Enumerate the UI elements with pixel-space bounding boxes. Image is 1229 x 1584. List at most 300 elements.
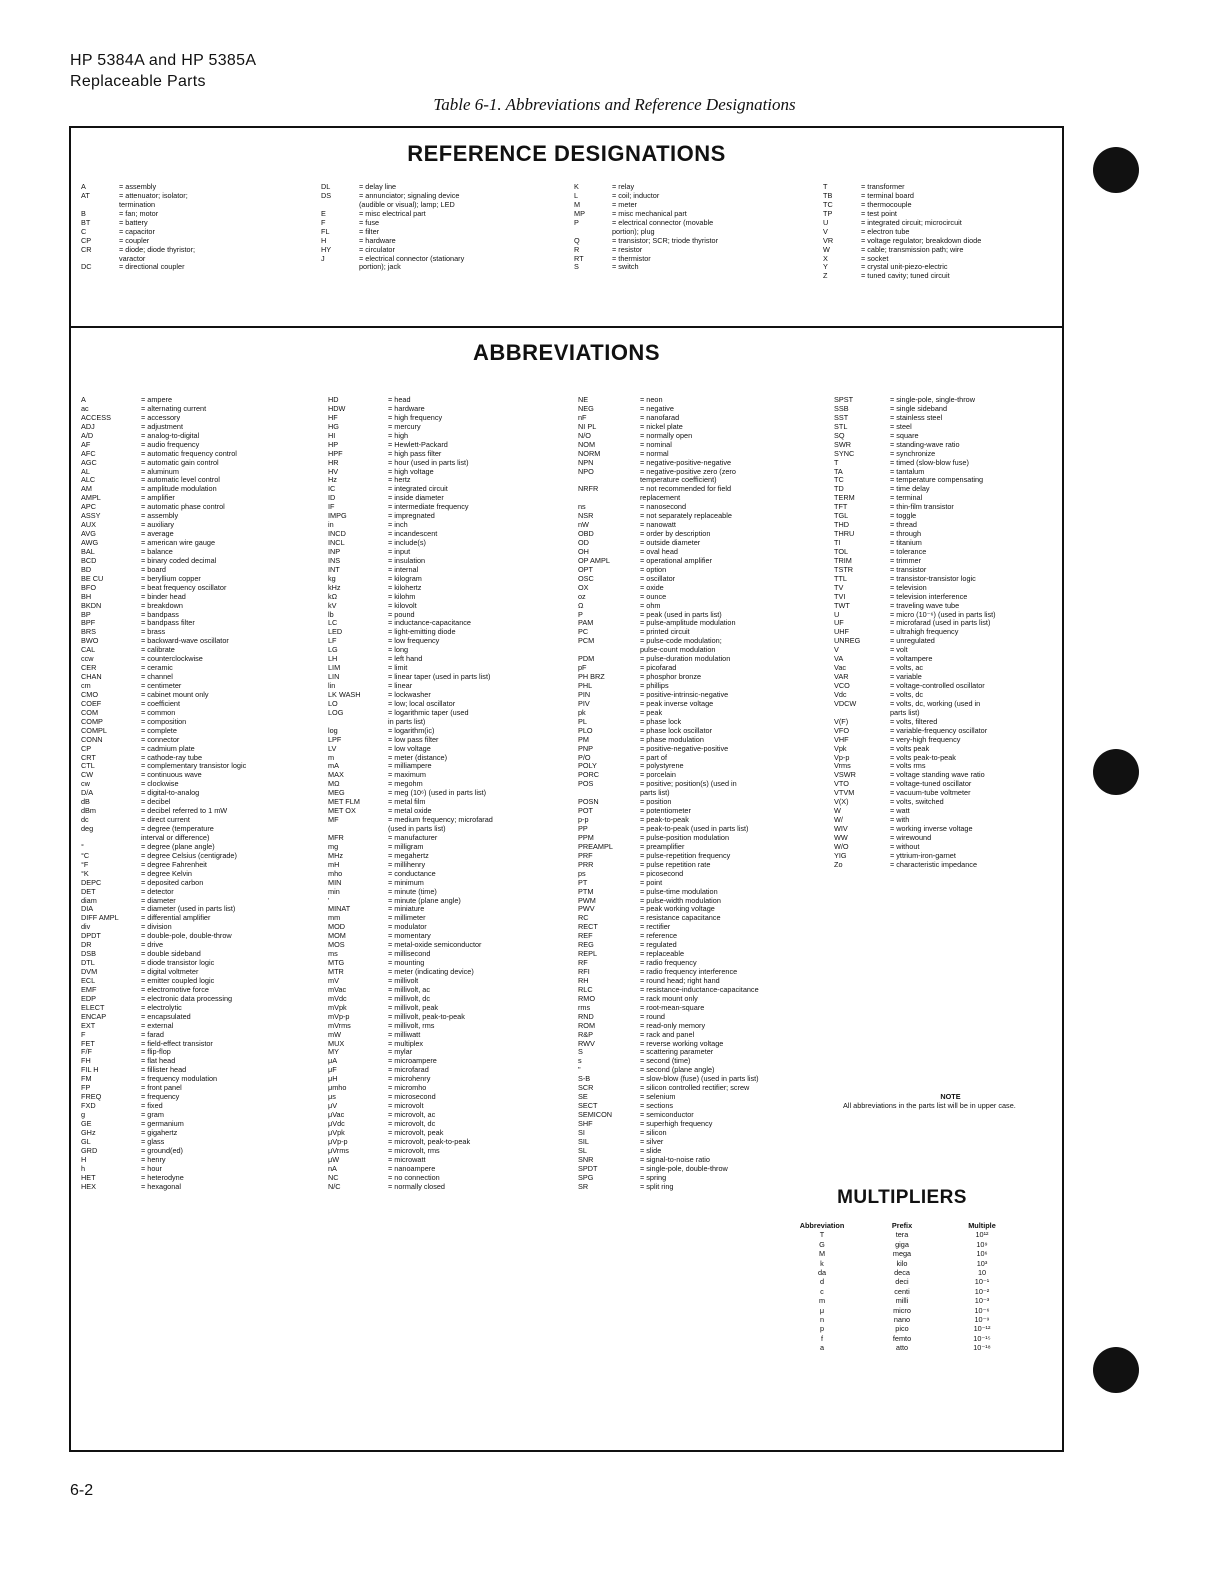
binder-hole (1093, 147, 1139, 193)
entry-row (81, 1138, 313, 1147)
entry-row (578, 941, 828, 950)
entry-code: ROM (578, 1021, 596, 1030)
entry-description: = incandescent (388, 530, 438, 539)
entry-description: = peak working voltage (640, 905, 715, 914)
entry-description: = fan; motor (119, 209, 159, 218)
entry-code: PORC (578, 771, 600, 780)
entry-code: LED (328, 628, 343, 637)
multipliers-row (782, 1306, 1022, 1315)
entry-row (574, 228, 814, 237)
entry-row (328, 575, 562, 584)
entry-row (328, 441, 562, 450)
entry-row (823, 192, 1058, 201)
entry-row (81, 441, 313, 450)
multipliers-cell: 10⁹ (976, 1239, 988, 1249)
entry-description: = average (141, 530, 174, 539)
entry-code: TVI (834, 592, 846, 601)
entry-row (81, 476, 313, 485)
entry-row (578, 512, 828, 521)
entry-row (578, 611, 828, 620)
entry-code: AUX (81, 521, 97, 530)
entry-description: = binary coded decimal (141, 556, 217, 565)
entry-description: = modulator (388, 923, 427, 932)
entry-row (578, 405, 828, 414)
entry-description: = light-emitting diode (388, 628, 456, 637)
entry-description: = synchronize (890, 449, 936, 458)
entry-description: = board (141, 565, 166, 574)
entry-code: log (328, 726, 338, 735)
entry-code: dc (81, 816, 89, 825)
entry-code: cw (81, 780, 90, 789)
entry-description: = mylar (388, 1048, 413, 1057)
entry-description: = left hand (388, 655, 423, 664)
multipliers-cell: 10³ (976, 1258, 988, 1268)
entry-description: = fillister head (141, 1066, 187, 1075)
entry-code: DL (321, 183, 331, 191)
entry-row (578, 682, 828, 691)
entry-description: = reverse working voltage (640, 1039, 724, 1048)
entry-description: = nanofarad (640, 413, 680, 422)
entry-description: = fixed (141, 1102, 163, 1111)
entry-description: = delay line (359, 183, 397, 191)
entry-description: = peak (640, 708, 663, 717)
entry-description: = composition (141, 717, 187, 726)
entry-row (834, 476, 1059, 485)
entry-code: PM (578, 735, 589, 744)
multipliers-cell: tera (895, 1230, 909, 1240)
entry-row (328, 405, 562, 414)
entry-description: = binder head (141, 592, 186, 601)
entry-row (321, 246, 561, 255)
entry-code (578, 646, 640, 655)
entry-code: LPF (328, 735, 342, 744)
entry-code: LH (328, 655, 338, 664)
entry-description: = root-mean-square (640, 1003, 705, 1012)
entry-code: ELECT (81, 1003, 105, 1012)
entry-description: = silver (640, 1137, 664, 1146)
entry-row (578, 798, 828, 807)
entry-code: V(X) (834, 798, 849, 807)
entry-code: THRU (834, 530, 855, 539)
multipliers-cell: k (820, 1258, 824, 1268)
entry-code: L (574, 191, 579, 200)
entry-description: = bandpass (141, 610, 179, 619)
entry-description: = negative-positive-negative (640, 458, 732, 467)
entry-code: DPDT (81, 932, 101, 941)
entry-code: kHz (328, 583, 341, 592)
entry-description: = position (640, 798, 672, 807)
entry-row (578, 780, 828, 789)
entry-description: = miniature (388, 905, 425, 914)
entry-row (81, 423, 313, 432)
entry-code: CONN (81, 735, 103, 744)
entry-code: MINAT (328, 905, 351, 914)
entry-row (81, 1040, 313, 1049)
entry-code: MFR (328, 833, 344, 842)
entry-description: = millivolt (388, 976, 419, 985)
entry-code: cm (81, 682, 91, 690)
entry-code: DET (81, 887, 96, 896)
entry-description: = selenium (640, 1093, 676, 1102)
entry-code: TC (823, 200, 833, 209)
entry-code: mho (328, 869, 343, 878)
entry-code: μs (328, 1093, 336, 1102)
entry-row (81, 709, 313, 718)
entry-row (81, 1084, 313, 1093)
entry-code: HG (328, 422, 339, 431)
entry-description: = balance (141, 547, 173, 556)
entry-description: = without (890, 842, 920, 851)
entry-row (81, 879, 313, 888)
multipliers-row (782, 1315, 1022, 1324)
entry-row (81, 512, 313, 521)
entry-row (578, 745, 828, 754)
entry-row (834, 468, 1059, 477)
entry-row (81, 414, 313, 423)
entry-row (578, 914, 828, 923)
entry-description: = channel (141, 673, 173, 682)
entry-row (834, 530, 1059, 539)
entry-row (834, 611, 1059, 620)
entry-row (578, 905, 828, 914)
entry-description: = backward-wave oscillator (141, 637, 229, 646)
entry-code: nW (578, 521, 589, 530)
entry-row (328, 682, 562, 691)
entry-description: = glass (141, 1137, 165, 1146)
entry-description: = hardware (388, 404, 425, 413)
entry-row (578, 646, 828, 655)
entry-description: = input (388, 547, 411, 556)
entry-row (81, 246, 309, 255)
entry-code: TERM (834, 494, 855, 503)
entry-description: = nanowatt (640, 521, 676, 530)
entry-description: = split ring (640, 1182, 674, 1191)
entry-row (834, 807, 1059, 816)
entry-description: = neon (640, 396, 663, 404)
entry-description: = volts peak (890, 744, 930, 753)
entry-description: = relay (612, 183, 635, 191)
entry-code: AF (81, 440, 91, 449)
entry-row (81, 255, 309, 264)
reference-designations-title: REFERENCE DESIGNATIONS (407, 141, 726, 166)
entry-row (81, 628, 313, 637)
entry-code: PDM (578, 655, 595, 664)
entry-row (834, 834, 1059, 843)
entry-code: BH (81, 592, 92, 601)
entry-description: = circulator (359, 245, 395, 254)
entry-row (578, 441, 828, 450)
entry-row (578, 718, 828, 727)
entry-code: deg (81, 825, 94, 833)
entry-description: = integrated circuit (388, 485, 448, 494)
entry-code: pk (578, 708, 586, 717)
entry-description: = cable; transmission path; wire (861, 245, 964, 254)
entry-code: DSB (81, 950, 97, 959)
entry-description: = maximum (388, 771, 426, 780)
entry-description: = germanium (141, 1119, 184, 1128)
entry-row (578, 986, 828, 995)
entry-row (328, 584, 562, 593)
entry-description: = inductance-capacitance (388, 619, 471, 628)
entry-code: μVp-p (328, 1137, 348, 1146)
entry-code: UF (834, 619, 844, 628)
entry-description: = front panel (141, 1084, 182, 1093)
entry-description: = volts, filtered (890, 717, 938, 726)
entry-code: pF (578, 664, 587, 673)
entry-description: = signal-to-noise ratio (640, 1155, 710, 1164)
entry-code: SPST (834, 396, 854, 404)
entry-code (574, 228, 612, 237)
entry-row (81, 941, 313, 950)
entry-description: = wirewound (890, 833, 932, 842)
entry-code: MOD (328, 923, 346, 932)
entry-description: termination (119, 200, 156, 209)
entry-description: = millivolt, peak (388, 1003, 439, 1012)
entry-code: mH (328, 860, 340, 869)
entry-code: Hz (328, 476, 337, 485)
entry-row (328, 861, 562, 870)
entry-row (321, 183, 561, 192)
entry-code: MOM (328, 932, 346, 941)
entry-row (578, 879, 828, 888)
entry-row (578, 807, 828, 816)
entry-code: Z (823, 272, 828, 281)
entry-description: = directional coupler (119, 263, 185, 272)
entry-description: = cadmium plate (141, 744, 195, 753)
entry-code: NE (578, 396, 589, 404)
entry-row (834, 450, 1059, 459)
entry-row (578, 771, 828, 780)
entry-code: Zo (834, 860, 843, 869)
entry-description: = double-pole, double-throw (141, 932, 232, 941)
entry-code: SL (578, 1146, 587, 1155)
entry-code: VSWR (834, 771, 856, 780)
entry-description: = slide (640, 1146, 662, 1155)
entry-description: = thermocouple (861, 200, 912, 209)
entry-row (574, 255, 814, 264)
entry-description: = peak (used in parts list) (640, 610, 722, 619)
entry-code: μVac (328, 1111, 345, 1119)
entry-row (328, 673, 562, 682)
entry-description: = variable-frequency oscillator (890, 726, 988, 735)
entry-description: = kilovolt (388, 601, 417, 610)
entry-row (81, 1183, 313, 1192)
entry-row (578, 664, 828, 673)
entry-row (823, 183, 1058, 192)
entry-code: SST (834, 413, 849, 422)
entry-description: = steel (890, 422, 912, 431)
entry-description: = gigahertz (141, 1128, 178, 1137)
entry-row (578, 789, 828, 798)
entry-row (823, 210, 1058, 219)
entry-description: = transistor-transistor logic (890, 574, 976, 583)
entry-row (834, 861, 1059, 870)
entry-description: = micro (10⁻⁶) (used in parts list) (890, 610, 996, 619)
entry-code: UHF (834, 628, 849, 637)
entry-description: = Hewlett-Packard (388, 440, 448, 449)
rd-column-4 (823, 183, 1058, 281)
entry-row (81, 1156, 313, 1165)
entry-description: = sections (640, 1102, 674, 1111)
entry-row (328, 1174, 562, 1183)
entry-row (834, 619, 1059, 628)
entry-description: = micromho (388, 1084, 427, 1093)
entry-code: TTL (834, 574, 847, 583)
entry-description: = vacuum-tube voltmeter (890, 789, 971, 798)
entry-description: = working inverse voltage (890, 825, 973, 833)
entry-code: LG (328, 646, 338, 655)
entry-code (81, 201, 119, 210)
entry-row (328, 521, 562, 530)
entry-code: BAL (81, 547, 95, 556)
entry-description: = minute (plane angle) (388, 896, 461, 905)
entry-code: TOL (834, 547, 849, 556)
entry-description: = microhenry (388, 1075, 431, 1084)
entry-row (578, 1102, 828, 1111)
entry-row (328, 1013, 562, 1022)
multipliers-cell: M (818, 1249, 826, 1259)
entry-row (574, 192, 814, 201)
entry-code: AL (81, 467, 90, 476)
entry-row (81, 852, 313, 861)
entry-description: = milliwatt (388, 1030, 421, 1039)
entry-description: = volts, switched (890, 798, 944, 807)
entry-description: = millimeter (388, 914, 426, 923)
entry-description: = degree Celsius (centigrade) (141, 851, 237, 860)
entry-code: CAL (81, 646, 96, 655)
entry-row (823, 228, 1058, 237)
entry-row (81, 210, 309, 219)
entry-row (321, 219, 561, 228)
entry-code: dB (81, 798, 90, 807)
entry-description: = phosphor bronze (640, 673, 702, 682)
entry-row (328, 539, 562, 548)
entry-code: A (81, 183, 86, 191)
entry-code: ms (328, 950, 338, 959)
entry-code: VDCW (834, 699, 857, 708)
entry-code (578, 789, 640, 798)
entry-code (321, 263, 359, 272)
entry-description: = resistance-inductance-capacitance (640, 985, 759, 994)
entry-description: = order by description (640, 530, 711, 539)
entry-row (834, 762, 1059, 771)
entry-description: = operational amplifier (640, 556, 712, 565)
entry-row (81, 655, 313, 664)
entry-row (834, 432, 1059, 441)
entry-row (578, 1031, 828, 1040)
entry-code: mm (328, 914, 341, 923)
entry-row (578, 602, 828, 611)
entry-row (328, 1084, 562, 1093)
entry-row (834, 727, 1059, 736)
entry-row (81, 396, 313, 405)
entry-code: μV (328, 1102, 338, 1111)
entry-code: NPN (578, 458, 594, 467)
entry-row (834, 584, 1059, 593)
entry-row (574, 237, 814, 246)
entry-code: PPM (578, 833, 594, 842)
entry-description: = oxide (640, 583, 664, 592)
entry-code: ° (81, 842, 84, 851)
entry-row (834, 548, 1059, 557)
entry-row (328, 468, 562, 477)
entry-row (81, 432, 313, 441)
entry-row (81, 646, 313, 655)
entry-row (578, 575, 828, 584)
entry-code: NC (328, 1173, 339, 1182)
entry-row (834, 459, 1059, 468)
entry-row (328, 1147, 562, 1156)
entry-row (328, 789, 562, 798)
entry-description: = microvolt, peak-to-peak (388, 1137, 471, 1146)
entry-code: Y (823, 263, 828, 272)
entry-code: BWO (81, 637, 99, 646)
entry-row (578, 1013, 828, 1022)
entry-code: CP (81, 744, 92, 753)
entry-description: = pulse-amplitude modulation (640, 619, 736, 628)
entry-row (81, 405, 313, 414)
entry-description: = mounting (388, 959, 425, 968)
entry-code: J (321, 254, 325, 263)
entry-code: min (328, 887, 340, 896)
entry-description: = toggle (890, 512, 917, 521)
entry-description: = heterodyne (141, 1173, 184, 1182)
entry-description: = terminal (890, 494, 923, 503)
entry-row (328, 1138, 562, 1147)
entry-row (81, 959, 313, 968)
entry-description: = conductance (388, 869, 436, 878)
entry-description: = meg (10⁶) (used in parts list) (388, 789, 487, 798)
entry-description: = american wire gauge (141, 539, 216, 547)
entry-row (578, 566, 828, 575)
entry-description: = amplitude modulation (141, 485, 217, 494)
entry-row (81, 557, 313, 566)
entry-row (81, 754, 313, 763)
entry-description: = meter (distance) (388, 753, 448, 762)
entry-description: = henry (141, 1155, 166, 1164)
entry-row (81, 1165, 313, 1174)
entry-description: = pulse-position modulation (640, 833, 730, 842)
entry-description: = single-pole, double-throw (640, 1164, 728, 1173)
entry-row (834, 745, 1059, 754)
entry-description: = hour (used in parts list) (388, 458, 469, 467)
entry-code: CRT (81, 753, 96, 762)
entry-description: = coupler (119, 236, 150, 245)
entry-description: = automatic phase control (141, 503, 225, 512)
table-caption: Table 6-1. Abbreviations and Reference Designations (433, 95, 796, 114)
entry-row (81, 816, 313, 825)
entry-code: CR (81, 245, 92, 254)
entry-code: M (574, 200, 581, 209)
entry-row (328, 771, 562, 780)
entry-code (328, 718, 388, 727)
entry-code: FM (81, 1075, 92, 1084)
entry-row (834, 646, 1059, 655)
entry-row (81, 1057, 313, 1066)
entry-description: = tolerance (890, 547, 927, 556)
entry-description: = auxiliary (141, 521, 175, 530)
abbreviations-title: ABBREVIATIONS (473, 340, 660, 365)
entry-row (328, 1183, 562, 1192)
entry-code: S (574, 263, 579, 272)
entry-code: INS (328, 556, 341, 565)
entry-code: TRIM (834, 556, 852, 565)
entry-code: NEG (578, 404, 594, 413)
entry-row (81, 825, 313, 834)
entry-code: MTG (328, 959, 345, 968)
entry-description: = electrical connector (movable (612, 218, 714, 227)
entry-row (578, 834, 828, 843)
